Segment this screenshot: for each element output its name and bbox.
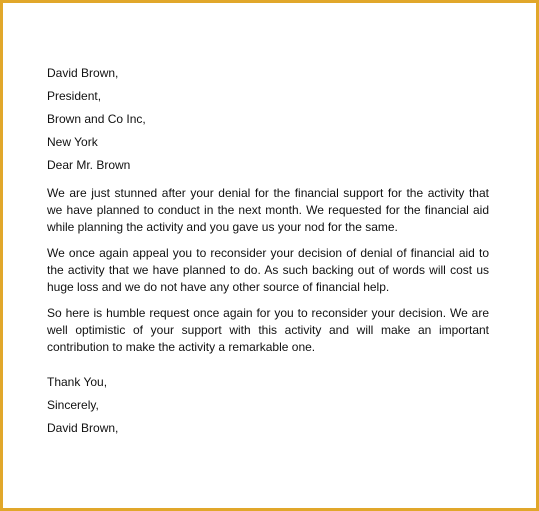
- recipient-address: [47, 65, 489, 174]
- city-line: New York: [47, 135, 98, 149]
- sender-name-line: David Brown,: [47, 66, 119, 80]
- letter-body: [47, 185, 489, 356]
- paragraph-2: We once again appeal you to reconsider your decision of denial of financial aid to the activity that we have planned to do. As such backing out of words will cost us huge loss and we do not have any other source of financial help.: [47, 246, 489, 294]
- closing-block: [47, 374, 489, 437]
- closing-signature: David Brown,: [47, 421, 119, 435]
- paragraph-1: We are just stunned after your denial for the financial support for the activity that we have planned to conduct in the next month. We requested for the financial aid while planning the activity and you gave us your nod for the same.: [47, 186, 489, 234]
- company-line: Brown and Co Inc,: [47, 112, 146, 126]
- closing-thanks: Thank You,: [47, 375, 108, 389]
- title-line: President,: [47, 89, 102, 103]
- closing-sincerely: Sincerely,: [47, 398, 99, 412]
- salutation: Dear Mr. Brown: [47, 158, 131, 172]
- letter-content: [47, 65, 489, 443]
- paragraph-3: So here is humble request once again for you to reconsider your decision. We are well optimistic of your support with this activity and will make an important contribution to make the activity a remarkable one.: [47, 306, 489, 354]
